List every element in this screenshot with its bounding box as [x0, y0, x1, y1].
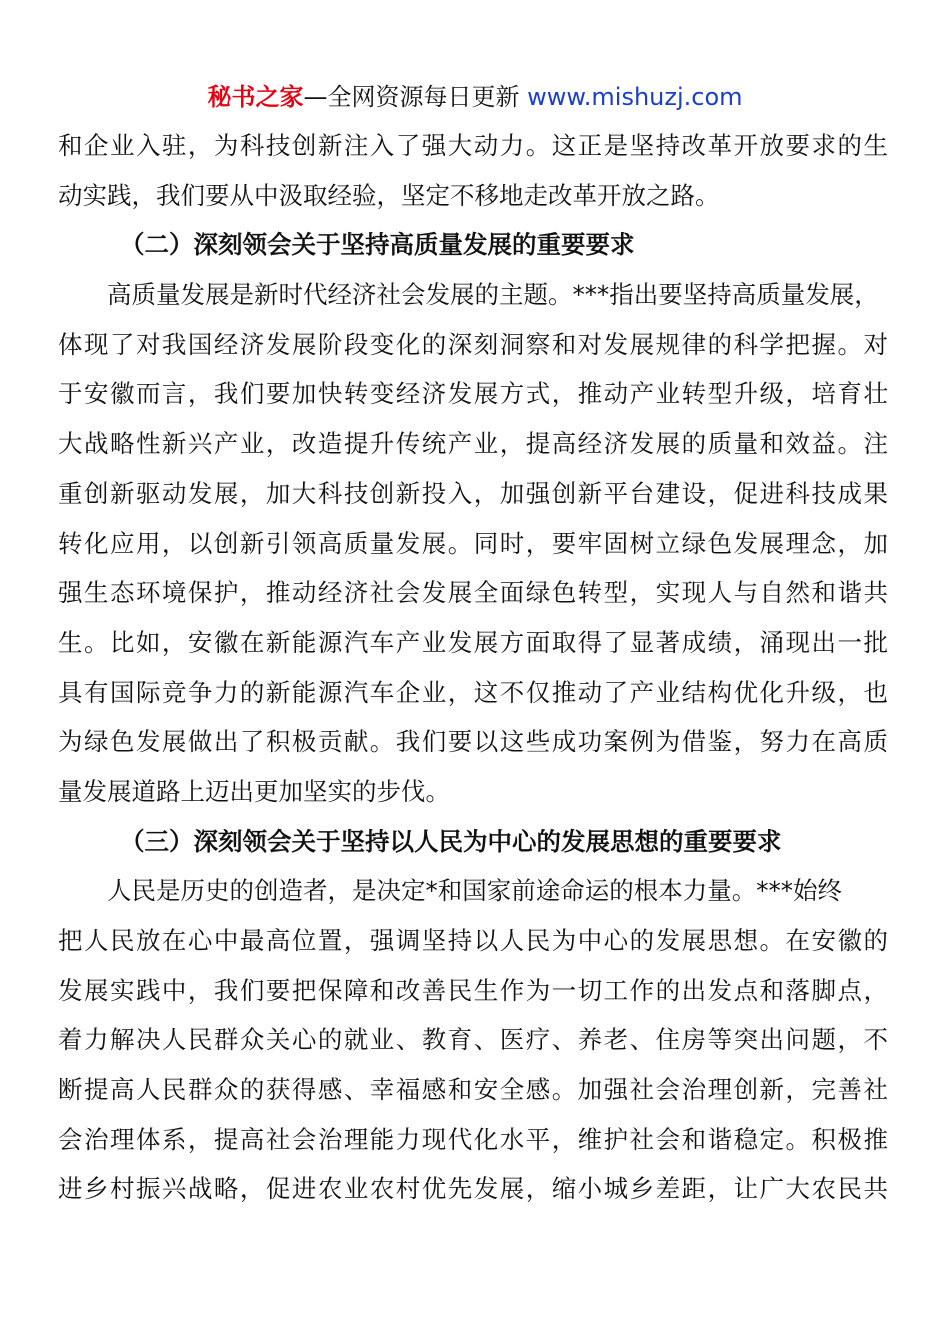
text-line: 转化应用，以创新引领高质量发展。同时，要牢固树立绿色发展理念，加: [58, 528, 888, 558]
text-line: 重创新驱动发展，加大科技创新投入，加强创新平台建设，促进科技成果: [58, 478, 888, 508]
text-line: 为绿色发展做出了积极贡献。我们要以这些成功案例为借鉴，努力在高质: [58, 727, 888, 757]
site-url[interactable]: www.mishuzj.com: [527, 83, 743, 111]
text-line: 把人民放在心中最高位置，强调坚持以人民为中心的发展思想。在安徽的: [58, 926, 888, 955]
text-line: 着力解决人民群众关心的就业、教育、医疗、养老、住房等突出问题，不: [58, 1025, 888, 1055]
site-slogan: —全网资源每日更新: [303, 83, 520, 111]
text-line: 强生态环境保护，推动经济社会发展全面绿色转型，实现人与自然和谐共: [58, 578, 888, 608]
text-line: 具有国际竞争力的新能源汽车企业，这不仅推动了产业结构优化升级，也: [58, 677, 888, 707]
site-brand: 秘书之家: [207, 83, 304, 111]
text-line: 人民是历史的创造者，是决定*和国家前途命运的根本力量。***始终: [107, 876, 842, 906]
text-line: 发展实践中，我们要把保障和改善民生作为一切工作的出发点和落脚点，: [58, 975, 888, 1005]
document-body: [58, 121, 888, 1214]
text-line: 体现了对我国经济发展阶段变化的深刻洞察和对发展规律的科学把握。对: [58, 329, 888, 359]
text-line: 会治理体系，提高社会治理能力现代化水平，维护社会和谐稳定。积极推: [58, 1124, 888, 1154]
text-line: 量发展道路上迈出更加坚实的步伐。: [58, 776, 450, 806]
text-line: 于安徽而言，我们要加快转变经济发展方式，推动产业转型升级，培育壮: [58, 379, 888, 409]
text-line: 动实践，我们要从中汲取经验，坚定不移地走改革开放之路。: [58, 180, 720, 210]
page-header: [0, 80, 950, 114]
text-line: 进乡村振兴战略，促进农业农村优先发展，缩小城乡差距，让广大农民共: [58, 1174, 888, 1204]
text-line: 和企业入驻，为科技创新注入了强大动力。这正是坚持改革开放要求的生: [58, 131, 888, 160]
text-line: 断提高人民群众的获得感、幸福感和安全感。加强社会治理创新，完善社: [58, 1075, 888, 1105]
section-heading: （二）深刻领会关于坚持高质量发展的重要要求: [120, 230, 635, 260]
section-heading: （三）深刻领会关于坚持以人民为中心的发展思想的重要要求: [120, 826, 782, 856]
text-line: 大战略性新兴产业，改造提升传统产业，提高经济发展的质量和效益。注: [58, 429, 888, 459]
text-line: 高质量发展是新时代经济社会发展的主题。***指出要坚持高质量发展，: [107, 280, 879, 310]
text-line: 生。比如，安徽在新能源汽车产业发展方面取得了显著成绩，涌现出一批: [58, 627, 888, 657]
